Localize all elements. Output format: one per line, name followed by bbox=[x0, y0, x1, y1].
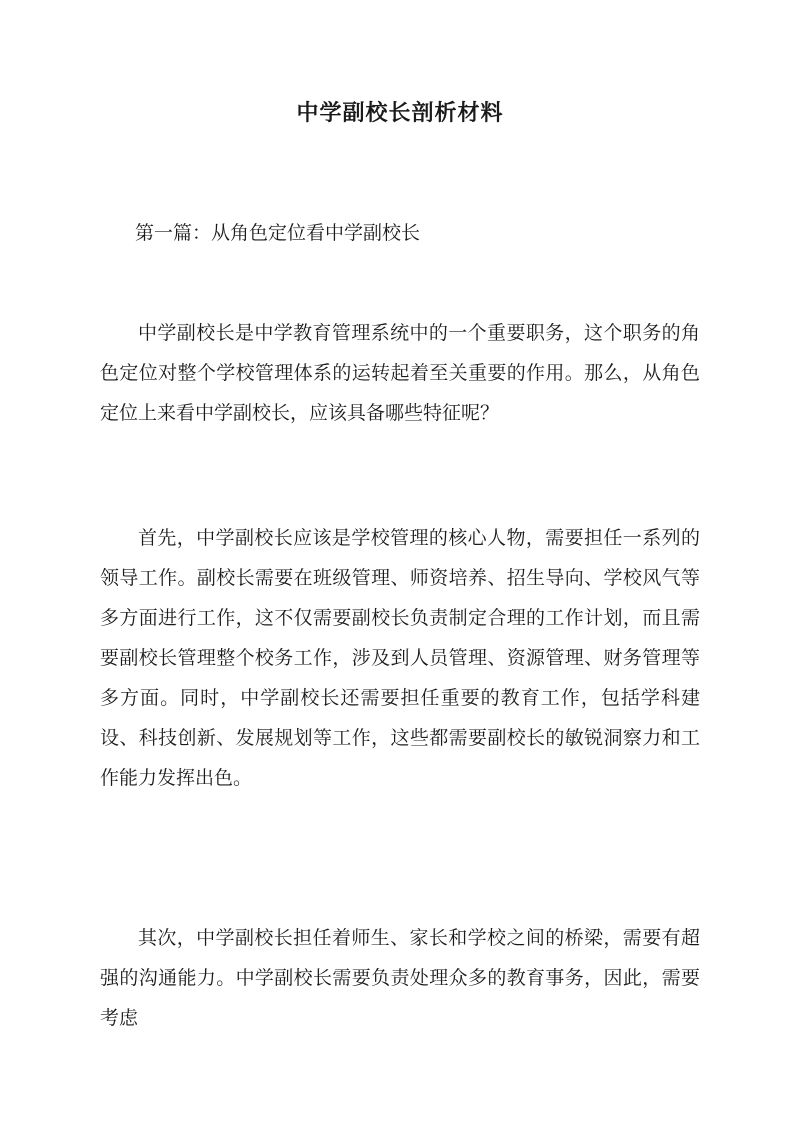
section-heading: 第一篇：从角色定位看中学副校长 bbox=[135, 222, 421, 244]
paragraph-2: 首先，中学副校长应该是学校管理的核心人物，需要担任一系列的领导工作。副校长需要在班级管理、师资培养、招生导向、学校风气等多方面进行工作，这不仅需要副校长负责制定合理的工作计划，而且需要副校长管理整个校务工作，涉及到人员管理、资源管理、财务管理等多方面。同时，中学副校长还需要担任重要的教育工作，包括学科建设、科技创新、发展规划等工作，这些都需要副校长的敏锐洞察力和工作能力发挥出色。 bbox=[100, 527, 700, 789]
document-title: 中学副校长剖析材料 bbox=[296, 100, 504, 126]
paragraph-1: 中学副校长是中学教育管理系统中的一个重要职务，这个职务的角色定位对整个学校管理体系的运转起着至关重要的作用。那么，从角色定位上来看中学副校长，应该具备哪些特征呢？ bbox=[100, 322, 700, 424]
paragraph-3: 其次，中学副校长担任着师生、家长和学校之间的桥梁，需要有超强的沟通能力。中学副校长需要负责处理众多的教育事务，因此，需要考虑 bbox=[100, 927, 700, 1029]
